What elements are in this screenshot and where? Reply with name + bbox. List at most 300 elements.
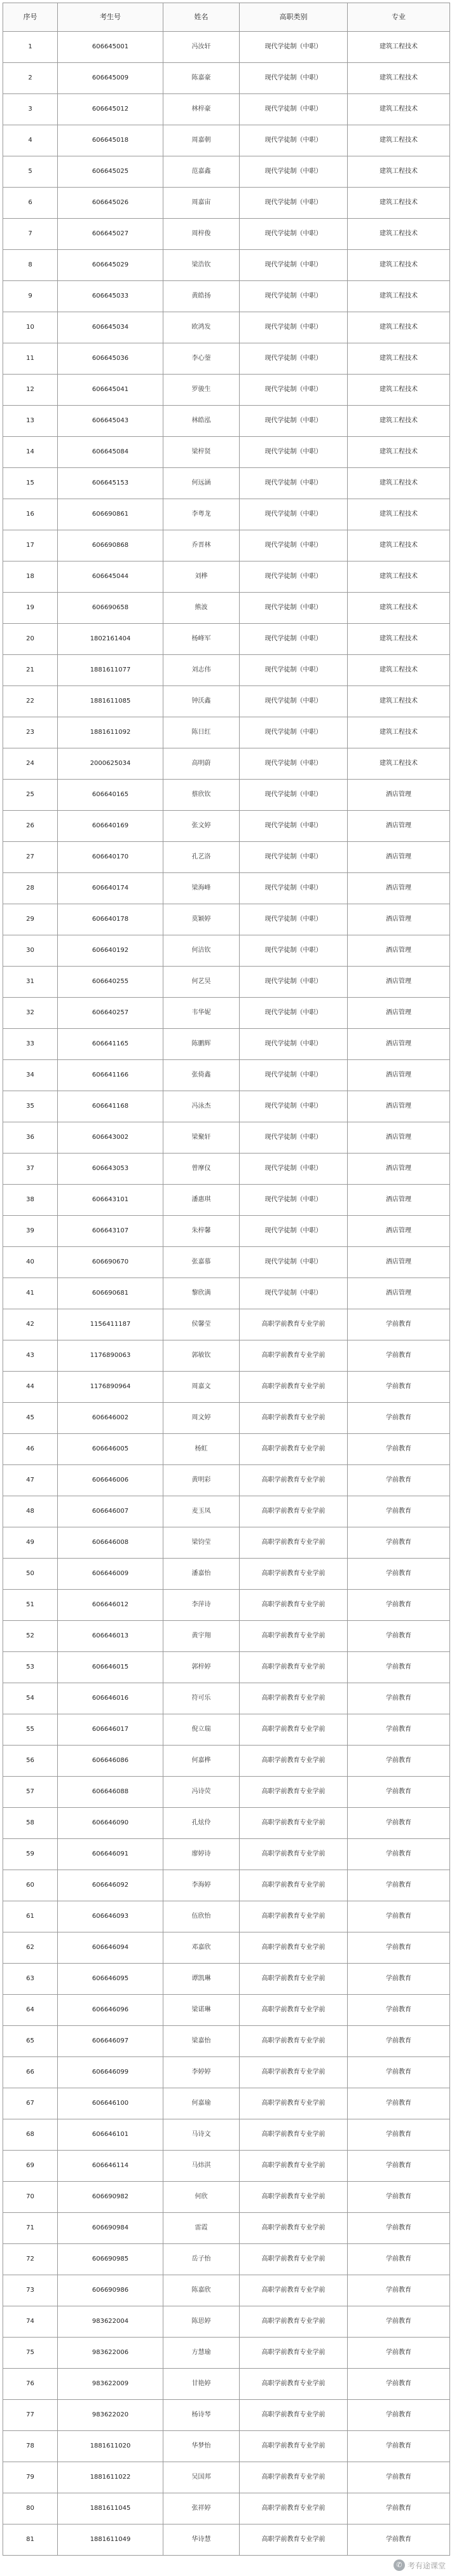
table-row <box>3 1309 450 1340</box>
cell-seq: 41 <box>3 1278 58 1309</box>
cell-exam-id: 606643107 <box>58 1216 163 1247</box>
cell-category: 高职学前教育专业学前 <box>240 2057 348 2088</box>
cell-exam-id: 606646006 <box>58 1465 163 1496</box>
cell-seq: 23 <box>3 717 58 748</box>
cell-category: 高职学前教育专业学前 <box>240 2244 348 2275</box>
cell-seq: 24 <box>3 748 58 780</box>
cell-name: 陈鹏辉 <box>163 1029 240 1060</box>
table-row <box>3 437 450 468</box>
cell-major: 酒店管理 <box>348 811 450 842</box>
cell-name: 陈嘉欣 <box>163 2275 240 2306</box>
cell-category: 现代学徒制（中职） <box>240 125 348 156</box>
cell-category: 高职学前教育专业学前 <box>240 2306 348 2338</box>
cell-category: 现代学徒制（中职） <box>240 561 348 593</box>
cell-major: 学前教育 <box>348 1309 450 1340</box>
cell-seq: 32 <box>3 998 58 1029</box>
cell-major: 建筑工程技术 <box>348 219 450 250</box>
cell-seq: 35 <box>3 1091 58 1122</box>
cell-major: 学前教育 <box>348 2026 450 2057</box>
table-row <box>3 406 450 437</box>
cell-seq: 44 <box>3 1372 58 1403</box>
cell-major: 酒店管理 <box>348 998 450 1029</box>
cell-major: 学前教育 <box>348 1870 450 1901</box>
cell-major: 建筑工程技术 <box>348 686 450 717</box>
table-row <box>3 188 450 219</box>
cell-seq: 20 <box>3 624 58 655</box>
cell-major: 学前教育 <box>348 1901 450 1932</box>
cell-name: 周梓俊 <box>163 219 240 250</box>
table-row <box>3 2369 450 2400</box>
table-row <box>3 717 450 748</box>
cell-seq: 67 <box>3 2088 58 2119</box>
table-row <box>3 2213 450 2244</box>
cell-major: 建筑工程技术 <box>348 561 450 593</box>
cell-name: 马炜淇 <box>163 2151 240 2182</box>
cell-major: 建筑工程技术 <box>348 717 450 748</box>
cell-name: 熊波 <box>163 593 240 624</box>
cell-exam-id: 606646092 <box>58 1870 163 1901</box>
cell-exam-id: 606646096 <box>58 1995 163 2026</box>
cell-category: 高职学前教育专业学前 <box>240 2338 348 2369</box>
table-row <box>3 1247 450 1278</box>
table-row <box>3 1403 450 1434</box>
cell-name: 冯诗荧 <box>163 1777 240 1808</box>
table-row <box>3 873 450 904</box>
cell-name: 梁嘉怡 <box>163 2026 240 2057</box>
cell-seq: 45 <box>3 1403 58 1434</box>
table-row <box>3 1683 450 1714</box>
cell-seq: 10 <box>3 312 58 343</box>
cell-category: 高职学前教育专业学前 <box>240 1434 348 1465</box>
table-row <box>3 1652 450 1683</box>
table-row <box>3 842 450 873</box>
table-row <box>3 1434 450 1465</box>
cell-seq: 17 <box>3 530 58 561</box>
cell-category: 高职学前教育专业学前 <box>240 2182 348 2213</box>
table-row <box>3 904 450 935</box>
cell-name: 岳子怡 <box>163 2244 240 2275</box>
cell-major: 酒店管理 <box>348 1029 450 1060</box>
cell-seq: 65 <box>3 2026 58 2057</box>
cell-category: 现代学徒制（中职） <box>240 1185 348 1216</box>
table-row <box>3 1901 450 1932</box>
table-row <box>3 1621 450 1652</box>
cell-exam-id: 606640170 <box>58 842 163 873</box>
table-row <box>3 1559 450 1590</box>
cell-name: 麦玉凤 <box>163 1496 240 1527</box>
cell-category: 高职学前教育专业学前 <box>240 1808 348 1839</box>
table-row <box>3 1777 450 1808</box>
table-row <box>3 1122 450 1154</box>
table-row <box>3 343 450 375</box>
cell-name: 韦华妮 <box>163 998 240 1029</box>
cell-name: 林皓泓 <box>163 406 240 437</box>
cell-name: 李婷婷 <box>163 2057 240 2088</box>
cell-name: 冯泳杰 <box>163 1091 240 1122</box>
table-body <box>3 32 450 2556</box>
cell-exam-id: 1156411187 <box>58 1309 163 1340</box>
table-row <box>3 1964 450 1995</box>
cell-name: 何嘉瑜 <box>163 2088 240 2119</box>
table-row <box>3 63 450 94</box>
cell-exam-id: 606690868 <box>58 530 163 561</box>
cell-name: 梁聚轩 <box>163 1122 240 1154</box>
cell-category: 高职学前教育专业学前 <box>240 2026 348 2057</box>
cell-name: 华梦怡 <box>163 2431 240 2462</box>
cell-exam-id: 1881611085 <box>58 686 163 717</box>
table-row <box>3 1091 450 1122</box>
cell-seq: 73 <box>3 2275 58 2306</box>
cell-seq: 4 <box>3 125 58 156</box>
table-row <box>3 2088 450 2119</box>
cell-major: 建筑工程技术 <box>348 499 450 530</box>
cell-category: 高职学前教育专业学前 <box>240 1372 348 1403</box>
cell-exam-id: 983622009 <box>58 2369 163 2400</box>
cell-major: 学前教育 <box>348 2119 450 2151</box>
table-row <box>3 1746 450 1777</box>
cell-category: 现代学徒制（中职） <box>240 63 348 94</box>
cell-major: 酒店管理 <box>348 873 450 904</box>
cell-name: 刘志伟 <box>163 655 240 686</box>
cell-name: 蔡欣钦 <box>163 780 240 811</box>
cell-name: 孔炫伶 <box>163 1808 240 1839</box>
table-row <box>3 2275 450 2306</box>
cell-exam-id: 983622020 <box>58 2400 163 2431</box>
cell-name: 李萍诗 <box>163 1590 240 1621</box>
cell-major: 学前教育 <box>348 1559 450 1590</box>
cell-seq: 29 <box>3 904 58 935</box>
cell-name: 刘桦 <box>163 561 240 593</box>
table-row <box>3 561 450 593</box>
cell-name: 郭梓婷 <box>163 1652 240 1683</box>
cell-category: 高职学前教育专业学前 <box>240 1932 348 1964</box>
cell-exam-id: 606640255 <box>58 967 163 998</box>
cell-major: 酒店管理 <box>348 1060 450 1091</box>
table-row <box>3 281 450 312</box>
cell-seq: 50 <box>3 1559 58 1590</box>
header-category: 高职类别 <box>240 3 348 32</box>
cell-seq: 74 <box>3 2306 58 2338</box>
cell-exam-id: 606646015 <box>58 1652 163 1683</box>
table-row <box>3 1714 450 1746</box>
watermark-text: 考有途课堂 <box>407 2561 446 2570</box>
table-row <box>3 530 450 561</box>
cell-exam-id: 606690658 <box>58 593 163 624</box>
cell-seq: 77 <box>3 2400 58 2431</box>
cell-exam-id: 606645018 <box>58 125 163 156</box>
cell-major: 建筑工程技术 <box>348 468 450 499</box>
cell-seq: 39 <box>3 1216 58 1247</box>
cell-exam-id: 606641166 <box>58 1060 163 1091</box>
cell-major: 学前教育 <box>348 2524 450 2556</box>
cell-seq: 75 <box>3 2338 58 2369</box>
cell-exam-id: 606646100 <box>58 2088 163 2119</box>
cell-major: 酒店管理 <box>348 904 450 935</box>
cell-seq: 38 <box>3 1185 58 1216</box>
cell-category: 现代学徒制（中职） <box>240 655 348 686</box>
cell-category: 高职学前教育专业学前 <box>240 2400 348 2431</box>
cell-exam-id: 1881611020 <box>58 2431 163 2462</box>
admission-table <box>3 3 450 2556</box>
cell-category: 现代学徒制（中职） <box>240 32 348 63</box>
cell-major: 学前教育 <box>348 2338 450 2369</box>
cell-category: 现代学徒制（中职） <box>240 499 348 530</box>
cell-major: 学前教育 <box>348 1683 450 1714</box>
cell-major: 学前教育 <box>348 2400 450 2431</box>
table-row <box>3 1839 450 1870</box>
cell-seq: 2 <box>3 63 58 94</box>
table-row <box>3 935 450 967</box>
cell-exam-id: 983622006 <box>58 2338 163 2369</box>
cell-seq: 18 <box>3 561 58 593</box>
table-row <box>3 1870 450 1901</box>
table-row <box>3 1029 450 1060</box>
cell-category: 高职学前教育专业学前 <box>240 2493 348 2524</box>
cell-seq: 60 <box>3 1870 58 1901</box>
cell-seq: 59 <box>3 1839 58 1870</box>
cell-exam-id: 606640178 <box>58 904 163 935</box>
cell-category: 现代学徒制（中职） <box>240 935 348 967</box>
table-row <box>3 967 450 998</box>
cell-category: 现代学徒制（中职） <box>240 717 348 748</box>
cell-category: 高职学前教育专业学前 <box>240 2088 348 2119</box>
cell-exam-id: 606690681 <box>58 1278 163 1309</box>
cell-seq: 63 <box>3 1964 58 1995</box>
cell-name: 黄皓扬 <box>163 281 240 312</box>
cell-exam-id: 606646097 <box>58 2026 163 2057</box>
cell-category: 现代学徒制（中职） <box>240 1029 348 1060</box>
table-row <box>3 2057 450 2088</box>
cell-exam-id: 606690982 <box>58 2182 163 2213</box>
cell-seq: 34 <box>3 1060 58 1091</box>
cell-category: 现代学徒制（中职） <box>240 188 348 219</box>
table-row <box>3 811 450 842</box>
cell-category: 现代学徒制（中职） <box>240 624 348 655</box>
cell-major: 酒店管理 <box>348 780 450 811</box>
cell-major: 酒店管理 <box>348 1091 450 1122</box>
cell-seq: 9 <box>3 281 58 312</box>
table-row <box>3 2493 450 2524</box>
table-row <box>3 1372 450 1403</box>
cell-seq: 28 <box>3 873 58 904</box>
cell-name: 冯汝轩 <box>163 32 240 63</box>
cell-exam-id: 606646017 <box>58 1714 163 1746</box>
cell-major: 酒店管理 <box>348 1185 450 1216</box>
cell-category: 现代学徒制（中职） <box>240 967 348 998</box>
cell-name: 侯馨莹 <box>163 1309 240 1340</box>
cell-exam-id: 606646013 <box>58 1621 163 1652</box>
cell-seq: 37 <box>3 1154 58 1185</box>
cell-major: 学前教育 <box>348 1964 450 1995</box>
cell-exam-id: 606645033 <box>58 281 163 312</box>
cell-category: 高职学前教育专业学前 <box>240 1527 348 1559</box>
cell-category: 现代学徒制（中职） <box>240 1122 348 1154</box>
table-row <box>3 1154 450 1185</box>
cell-seq: 19 <box>3 593 58 624</box>
cell-category: 高职学前教育专业学前 <box>240 1403 348 1434</box>
cell-category: 高职学前教育专业学前 <box>240 1995 348 2026</box>
cell-category: 现代学徒制（中职） <box>240 873 348 904</box>
cell-seq: 42 <box>3 1309 58 1340</box>
cell-major: 学前教育 <box>348 1434 450 1465</box>
cell-major: 建筑工程技术 <box>348 156 450 188</box>
cell-seq: 46 <box>3 1434 58 1465</box>
cell-category: 现代学徒制（中职） <box>240 312 348 343</box>
cell-exam-id: 606646009 <box>58 1559 163 1590</box>
cell-major: 建筑工程技术 <box>348 655 450 686</box>
cell-seq: 53 <box>3 1652 58 1683</box>
cell-category: 高职学前教育专业学前 <box>240 1652 348 1683</box>
cell-name: 黎欣满 <box>163 1278 240 1309</box>
cell-seq: 78 <box>3 2431 58 2462</box>
table-row <box>3 1590 450 1621</box>
cell-major: 酒店管理 <box>348 1122 450 1154</box>
cell-exam-id: 606646091 <box>58 1839 163 1870</box>
table-row <box>3 2244 450 2275</box>
cell-name: 何洁钦 <box>163 935 240 967</box>
cell-major: 建筑工程技术 <box>348 406 450 437</box>
cell-seq: 1 <box>3 32 58 63</box>
table-row <box>3 125 450 156</box>
cell-major: 建筑工程技术 <box>348 125 450 156</box>
cell-exam-id: 606640165 <box>58 780 163 811</box>
cell-name: 何艺昊 <box>163 967 240 998</box>
table-row <box>3 499 450 530</box>
cell-name: 吴国邦 <box>163 2462 240 2493</box>
cell-seq: 80 <box>3 2493 58 2524</box>
cell-category: 现代学徒制（中职） <box>240 842 348 873</box>
cell-name: 杨诗琴 <box>163 2400 240 2431</box>
table-header-row <box>3 3 450 32</box>
table-row <box>3 468 450 499</box>
cell-major: 学前教育 <box>348 2306 450 2338</box>
cell-exam-id: 606640257 <box>58 998 163 1029</box>
cell-seq: 81 <box>3 2524 58 2556</box>
table-row <box>3 1216 450 1247</box>
cell-major: 学前教育 <box>348 1746 450 1777</box>
cell-category: 现代学徒制（中职） <box>240 1216 348 1247</box>
cell-name: 杨峰军 <box>163 624 240 655</box>
cell-exam-id: 606690984 <box>58 2213 163 2244</box>
cell-category: 现代学徒制（中职） <box>240 219 348 250</box>
cell-category: 高职学前教育专业学前 <box>240 1901 348 1932</box>
table-row <box>3 1932 450 1964</box>
table-row <box>3 1527 450 1559</box>
cell-major: 学前教育 <box>348 1932 450 1964</box>
table-row <box>3 2026 450 2057</box>
cell-major: 学前教育 <box>348 2151 450 2182</box>
cell-category: 高职学前教育专业学前 <box>240 1964 348 1995</box>
cell-category: 现代学徒制（中职） <box>240 1091 348 1122</box>
cell-seq: 70 <box>3 2182 58 2213</box>
cell-exam-id: 983622004 <box>58 2306 163 2338</box>
cell-name: 梁海峰 <box>163 873 240 904</box>
cell-name: 钟沃鑫 <box>163 686 240 717</box>
cell-exam-id: 1176890964 <box>58 1372 163 1403</box>
cell-exam-id: 1176890063 <box>58 1340 163 1372</box>
cell-name: 张倚鑫 <box>163 1060 240 1091</box>
table-row <box>3 686 450 717</box>
cell-category: 高职学前教育专业学前 <box>240 1746 348 1777</box>
cell-category: 高职学前教育专业学前 <box>240 2431 348 2462</box>
cell-category: 现代学徒制（中职） <box>240 281 348 312</box>
cell-major: 学前教育 <box>348 1590 450 1621</box>
cell-exam-id: 606645044 <box>58 561 163 593</box>
cell-major: 酒店管理 <box>348 1278 450 1309</box>
cell-category: 现代学徒制（中职） <box>240 250 348 281</box>
table-row <box>3 1465 450 1496</box>
cell-name: 梁钧莹 <box>163 1527 240 1559</box>
cell-name: 甘艳婷 <box>163 2369 240 2400</box>
cell-major: 学前教育 <box>348 2431 450 2462</box>
cell-name: 张祥婷 <box>163 2493 240 2524</box>
cell-exam-id: 606645153 <box>58 468 163 499</box>
cell-exam-id: 606690985 <box>58 2244 163 2275</box>
cell-exam-id: 606646114 <box>58 2151 163 2182</box>
cell-seq: 7 <box>3 219 58 250</box>
cell-exam-id: 606646016 <box>58 1683 163 1714</box>
cell-major: 酒店管理 <box>348 1247 450 1278</box>
cell-category: 现代学徒制（中职） <box>240 998 348 1029</box>
cell-name: 张文婷 <box>163 811 240 842</box>
header-exam-id: 考生号 <box>58 3 163 32</box>
cell-exam-id: 606690861 <box>58 499 163 530</box>
cell-major: 学前教育 <box>348 1496 450 1527</box>
cell-seq: 43 <box>3 1340 58 1372</box>
cell-exam-id: 1881611022 <box>58 2462 163 2493</box>
cell-name: 孔艺洛 <box>163 842 240 873</box>
cell-exam-id: 606645025 <box>58 156 163 188</box>
cell-exam-id: 606646101 <box>58 2119 163 2151</box>
cell-name: 梁浩钦 <box>163 250 240 281</box>
cell-major: 学前教育 <box>348 2213 450 2244</box>
cell-name: 陈嘉豪 <box>163 63 240 94</box>
cell-major: 学前教育 <box>348 1839 450 1870</box>
cell-major: 建筑工程技术 <box>348 32 450 63</box>
cell-major: 建筑工程技术 <box>348 250 450 281</box>
cell-exam-id: 606646012 <box>58 1590 163 1621</box>
table-row <box>3 1060 450 1091</box>
cell-name: 雷霞 <box>163 2213 240 2244</box>
cell-major: 酒店管理 <box>348 1154 450 1185</box>
cell-exam-id: 606645012 <box>58 94 163 125</box>
cell-seq: 40 <box>3 1247 58 1278</box>
cell-major: 建筑工程技术 <box>348 63 450 94</box>
cell-seq: 26 <box>3 811 58 842</box>
table-row <box>3 748 450 780</box>
cell-category: 高职学前教育专业学前 <box>240 1621 348 1652</box>
cell-category: 高职学前教育专业学前 <box>240 2151 348 2182</box>
cell-exam-id: 2000625034 <box>58 748 163 780</box>
table-row <box>3 250 450 281</box>
cell-major: 建筑工程技术 <box>348 530 450 561</box>
cell-major: 学前教育 <box>348 2493 450 2524</box>
cell-seq: 49 <box>3 1527 58 1559</box>
cell-seq: 54 <box>3 1683 58 1714</box>
cell-exam-id: 606646090 <box>58 1808 163 1839</box>
cell-major: 建筑工程技术 <box>348 188 450 219</box>
cell-seq: 55 <box>3 1714 58 1746</box>
cell-seq: 30 <box>3 935 58 967</box>
cell-exam-id: 606641168 <box>58 1091 163 1122</box>
cell-name: 罗骏生 <box>163 375 240 406</box>
cell-exam-id: 606645041 <box>58 375 163 406</box>
cell-seq: 58 <box>3 1808 58 1839</box>
cell-name: 符可乐 <box>163 1683 240 1714</box>
cell-category: 现代学徒制（中职） <box>240 1247 348 1278</box>
cell-name: 范嘉鑫 <box>163 156 240 188</box>
cell-exam-id: 606646088 <box>58 1777 163 1808</box>
